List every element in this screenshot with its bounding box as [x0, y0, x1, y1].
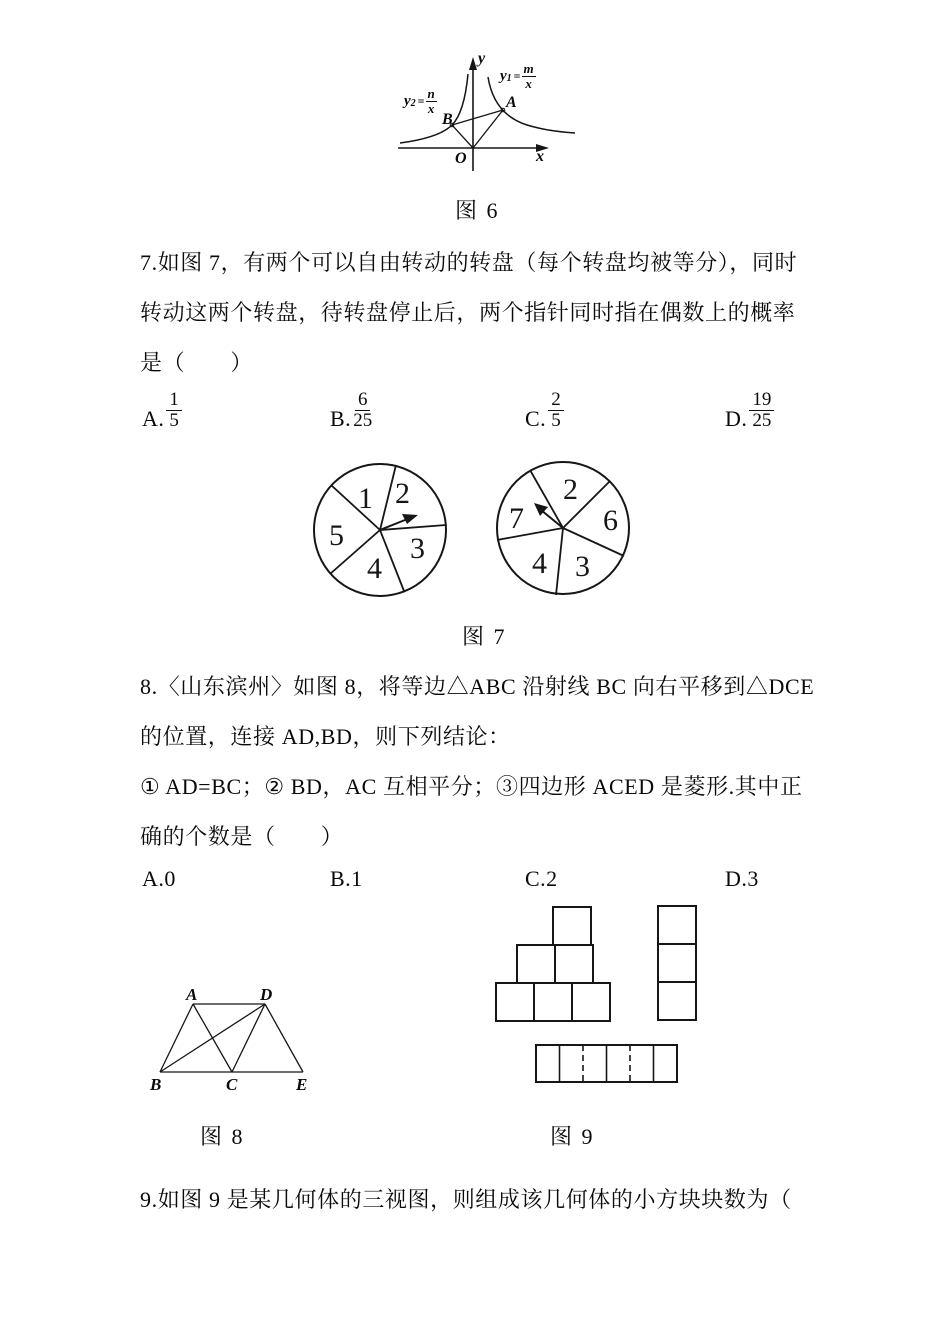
figure8-label-c: C [226, 1075, 238, 1094]
y-axis [469, 57, 477, 171]
figure9-top-view [534, 1043, 682, 1085]
figure7-caption: 图 7 [462, 624, 507, 649]
figure9-caption: 图 9 [550, 1124, 595, 1149]
figure8-label-d: D [260, 985, 273, 1004]
figure8-diagram [145, 980, 320, 1085]
question7-option-a: A. $\frac{1}{5}$ [142, 384, 182, 432]
figure6-x-label: x [536, 148, 544, 165]
figure6-origin-label: O [455, 150, 467, 167]
left-spinner-number-1: 1 [358, 482, 373, 515]
left-spinner-number-3: 3 [410, 532, 425, 565]
question7-line2: 转动这两个转盘，待转盘停止后，两个指针同时指在偶数上的概率 [140, 300, 796, 325]
right-spinner-number-7: 7 [509, 502, 524, 535]
question8-line2: 的位置，连接 AD,BD，则下列结论： [140, 724, 511, 749]
left-spinner-number-4: 4 [367, 552, 382, 585]
right-spinner-number-2: 2 [563, 473, 578, 506]
question7-line3: 是（ ） [140, 350, 254, 375]
figure6-graph [385, 50, 585, 185]
right-spinner-number-6: 6 [603, 504, 618, 537]
triangle-oab [452, 110, 503, 148]
question7-option-c: C. $\frac{2}{5}$ [525, 384, 564, 432]
figure9-front-view [490, 900, 620, 1025]
right-spinner-pointer [534, 503, 563, 528]
figure6-y-label: y [478, 50, 486, 67]
left-spinner-number-2: 2 [395, 477, 410, 510]
question7-option-b: B. $\frac{6}{25}$ [330, 388, 373, 432]
figure8-label-b: B [150, 1075, 162, 1094]
figure7-right-spinner [493, 458, 633, 598]
left-spinner-number-5: 5 [329, 519, 344, 552]
figure7-left-spinner [310, 460, 450, 600]
right-spinner-number-3: 3 [575, 550, 590, 583]
question9-line1: 9.如图 9 是某几何体的三视图，则组成该几何体的小方块块数为（ [140, 1187, 792, 1212]
figure8-label-a: A [186, 985, 198, 1004]
question8-option-b: B.1 [330, 866, 363, 891]
question8-option-d: D.3 [725, 866, 759, 891]
figure9-side-view [655, 900, 701, 1025]
figure6-point-b-label: B [442, 111, 453, 128]
figure6-caption: 图 6 [455, 198, 500, 223]
question8-option-c: C.2 [525, 866, 558, 891]
question7-line1: 7.如图 7，有两个可以自由转动的转盘（每个转盘均被等分），同时 [140, 250, 798, 275]
question8-line3: ① AD=BC；② BD，AC 互相平分；③四边形 ACED 是菱形.其中正 [140, 774, 803, 799]
question8-option-a: A.0 [142, 866, 176, 891]
figure6-left-curve-equation: y $_2$ = $\frac{n}{x}$ [404, 86, 435, 116]
figure6-right-curve-equation: y $_1$ = $\frac{m}{x}$ [500, 61, 534, 91]
right-spinner-number-4: 4 [532, 547, 547, 580]
question7-option-d: D. $\frac{19}{25}$ [725, 384, 774, 432]
figure8-caption: 图 8 [200, 1124, 245, 1149]
figure8-label-e: E [296, 1075, 308, 1094]
figure6-point-a-label: A [506, 94, 517, 111]
question8-line4: 确的个数是（ ） [140, 824, 344, 849]
question8-line1: 8.〈山东滨州〉如图 8，将等边△ABC 沿射线 BC 向右平移到△DCE [140, 674, 815, 699]
